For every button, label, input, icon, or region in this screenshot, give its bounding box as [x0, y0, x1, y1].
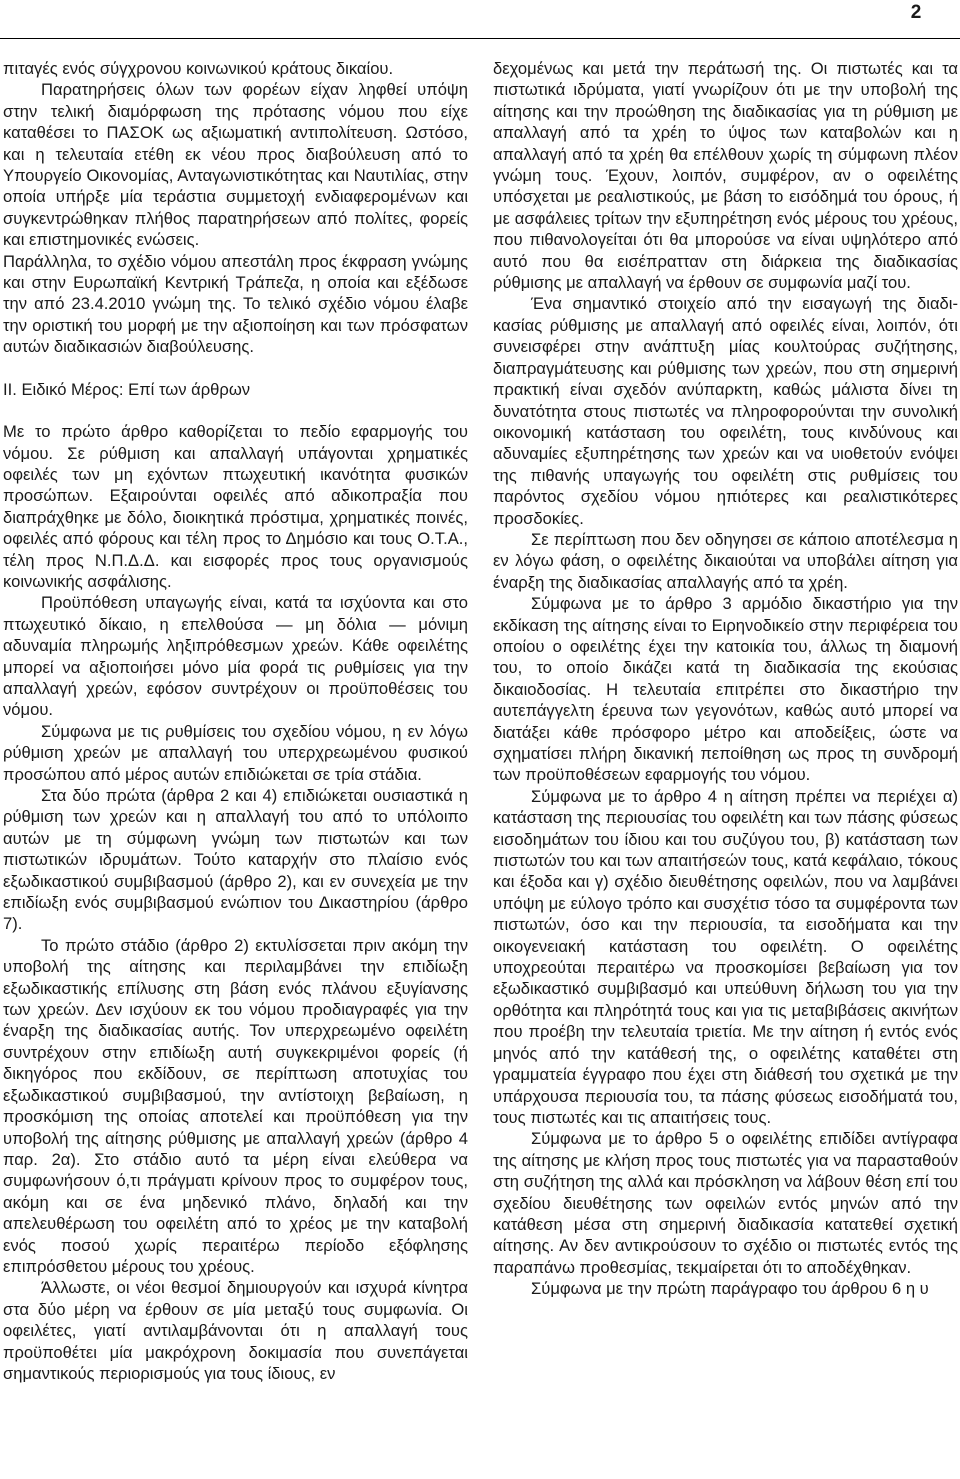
- paragraph: πιταγές ενός σύγχρονου κοινωνικού κράτους δικαίου.: [3, 59, 394, 78]
- paragraph: Ένα σημαντικό στοιχείο από την εισαγωγή της διαδικασίας ρύθμισης με απαλλαγή από οφειλές είναι, λοιπόν, ότι συνεισφέρει στην ανάπτυξη μίας κουλτούρας συζήτησης, διαπραγμάτευσης και ρύθμισης των χρεών, που στη σημερινή πρακτική είναι σχεδόν ανύπαρκτη, καθώς μάλιστα δίνει τη δυνατότητα στους πιστωτές να πληροφορούνται την συνολική οικονομική κατάσταση του οφειλέτη, τους κινδύνους και αδυναμίες εξυπηρέτησης των χρεών και να υιοθετούν ενόψει της πιθανής υπαγωγής του οφειλέτη στις ρυθμίσεις του παρόντος σχεδίου νόμου ηπιότερες και ρεαλιστικότερες προσδοκίες.: [493, 294, 958, 528]
- paragraph: Στα δύο πρώτα (άρθρα 2 και 4) επιδιώκεται ουσιαστικά η ρύθμιση των χρεών και η απαλλαγή του από το υπόλοιπο αυτών με τη σύμφωνη γνώμη των πιστωτών και των πιστωτικών ιδρυμάτων. Τούτο καταρχήν στο πλαίσιο ενός εξωδικαστικού συμβιβασμού (άρθρο 2), και εν συνεχεία με την επιδίωξη ενός συμβιβασμού ενώπιον του Δικαστηρίου (άρθρο 7).: [3, 786, 468, 934]
- header-rule: [0, 38, 960, 39]
- page-number: 2: [910, 2, 922, 23]
- paragraph: Παράλληλα, το σχέδιο νόμου απεστάλη προς έκφραση γνώμης και στην Ευρωπαϊκή Κεντρική Τράπεζα, η οποία και εξέδωσε την από 23.4.2010 γνώμη της. Το τελικό σχέδιο νόμου έλαβε την οριστική του μορφή με την αξιοποίηση και των πρόσφατων αυτών διαδικασιών διαβούλευσης.: [3, 251, 468, 357]
- paragraph: Σύμφωνα με τις ρυθμίσεις του σχεδίου νόμου, η εν λόγω ρύθμιση χρεών με απαλλαγή του υπερχρεωμένου φυσικού προσώπου από μέρος αυτών επιδιώκεται σε τρία στάδια.: [3, 721, 468, 784]
- section-heading: ΙΙ. Ειδικό Μέρος: Επί των άρθρων: [3, 379, 251, 399]
- paragraph: Σύμφωνα με το άρθρο 3 αρμόδιο δικαστήριο για την εκδίκαση της αίτησης είναι το Ειρηνοδικείο στην περιφέρεια του οποίου ο οφειλέτης έχει την κατοικία του, άλλως τη διαμονή του, το οποίο δικάζει κατά τη διαδικασία της εκούσιας δικαιοδοσίας. Η τελευταία επιτρέπει στο δικαστήριο την αυτεπάγγελτη έρευνα των γεγονότων, καθώς αυτό μπορεί να διατάξει κάθε πρόσφορο μέτρο και αποδείξεις, ώστε να σχηματίσει πλήρη δικανική πεποίθηση ως προς τη συνδρομή των προϋποθέσεων εφαρμογής του νόμου.: [493, 594, 958, 785]
- paragraph: Προϋπόθεση υπαγωγής είναι, κατά τα ισχύοντα και στο πτωχευτικό δίκαιο, η επελθούσα — μη δόλια — μόνιμη αδυναμία πληρωμής ληξιπρόθεσμων χρεών. Κάθε οφειλέτης μπορεί να αξιοποιήσει μόνο μία φορά τις ρυθμίσεις για την απαλλαγή χρεών, εφόσον συντρέχουν οι προϋποθέσεις του νόμου.: [3, 593, 468, 720]
- paragraph: δεχομένως και μετά την περάτωσή της. Οι πιστωτές και τα πιστωτικά ιδρύματα, γιατί γνωρίζουν ότι με την υποβολή της αίτησης και την προώθηση της διαδικασίας για τη ρύθμιση με απαλλαγή από τα χρέη το ύψος των καταβολών και η απαλλαγή από τα χρέη θα επέλθουν χωρίς τη σύμφωνη πλέον γνώμη τους. Έχουν, λοιπόν, συμφέρον, αν ο οφειλέτης υπόσχεται με ρεαλιστικούς, με βάση το εισόδημά του όρους, ή με ασφάλειες τρίτων την εξυπηρέτηση ενός μέρους του χρέους, που πιθανολογείται ότι θα μπορούσε να είναι υψηλότερο από αυτό που θα εισέπρατταν στη διάρκεια της διαδικασίας ρύθμισης με απαλλαγή να έρθουν σε συμφωνία μαζί του.: [493, 59, 958, 293]
- paragraph: Το πρώτο στάδιο (άρθρο 2) εκτυλίσσεται πριν ακόμη την υποβολή της αίτησης και περιλαμβάνει την επιδίωξη εξωδικαστικής επίλυσης στη βάση ενός πλάνου εξυγίανσης των χρεών. Δεν ισχύουν εκ του νόμου προδιαγραφές για την έναρξη της διαδικασίας αυτής. Τον υπερχρεωμένο οφειλέτη συντρέχουν στην επιδίωξη αυτή συγκεκριμένοι φορείς (ή δικηγόρος που εκδίδουν, σε περίπτωση αποτυχίας του εξωδικαστικού συμβιβασμού, την αντίστοιχη βεβαίωση, η προσκόμιση της οποίας αποτελεί και προϋπόθεση για την υποβολή της αίτησης ρύθμισης με απαλλαγή χρεών (άρθρο 4 παρ. 2α). Στο στάδιο αυτό τα μέρη είναι ελεύθερα να συμφωνήσουν ό,τι πράγματι κρίνουν προς το συμφέρον τους, ακόμη και σε ένα μηδενικό πλάνο, δηλαδή και την απελευθέρωση του οφειλέτη από το χρέος με την καταβολή ενός ποσού χωρίς περαιτέρω περίοδο εξόφλησης επιπρόσθετου μέρους του χρέους.: [3, 935, 468, 1276]
- paragraph: Παρατηρήσεις όλων των φορέων είχαν ληφθεί υπόψη στην τελική διαμόρφωση της πρότασης νόμου που είχε καταθέσει το ΠΑΣΟΚ ως αξιωματική αντιπολίτευση. Ωστόσο, και η τελευταία ετέθη εκ νέου προς διαβούλευση από το Υπουργείο Οικονομίας, Ανταγωνιστικότητας και Ναυτιλίας, στην οποία υπήρξε μία τεράστια συμμετοχή ενδιαφερομένων και συγκεντρώθηκαν πλήθος παρατηρήσεων από πολίτες, φορείς και επιστημονικές ενώσεις.: [3, 80, 468, 250]
- paragraph: Με το πρώτο άρθρο καθορίζεται το πεδίο εφαρμογής του νόμου. Σε ρύθμιση και απαλλαγή υπάγονται χρηματικές οφειλές των μη εχόντων πτωχευτική ικανότητα φυσικών προσώπων. Εξαιρούνται οφειλές από αδικοπραξία που διαπράχθηκε με δόλο, διοικητικά πρόστιμα, χρηματικές ποινές, οφειλές από φόρους και τέλη προς το Δημόσιο και τους Ο.Τ.Α., τέλη προς Ν.Π.Δ.Δ. και εισφορές προς τους οργανισμούς κοινωνικής ασφάλισης.: [3, 422, 468, 591]
- paragraph: Σύμφωνα με το άρθρο 4 η αίτηση πρέπει να περιέχει α) κατάσταση της περιουσίας του οφειλέτη και των πάσης φύσεως εισοδημάτων του ίδιου και του συζύγου του, β) κατάσταση των πιστωτών του και των απαιτήσεών τους, κατά κεφάλαιο, τόκους και έξοδα και γ) σχέδιο διευθέτησης οφειλών, που να λαμβάνει υπόψη με εύλογο τρόπο και συσχέτισ τόσο τα συμφέροντα των πιστωτών, όσο και την περιουσία, τα εισοδήματα και την οικογενειακή κατάσταση του οφειλέτη. Ο οφειλέτης υποχρεούται περαιτέρω να προσκομίσει βεβαίωση για τον εξωδικαστικό συμβιβασμό και υπεύθυνη δήλωση του για την ορθότητα και πληρότητά τους και για τις μεταβιβάσεις ακινήτων που προέβη την τελευταία τριετία. Με την αίτηση ή εντός ενός μηνός από την κατάθεσή της, ο οφειλέτης καταθέτει στη γραμματεία έγγραφο που έχει στη διάθεσή του σχετικά με την υπάρχουσα περιουσία του, τα πάσης φύσεως εισοδήματά του, τους πιστωτές και τις απαιτήσεις τους.: [493, 786, 958, 1127]
- right-column: [493, 58, 958, 1300]
- paragraph: Σύμφωνα με το άρθρο 5 ο οφειλέτης επιδίδει αντίγραφα της αίτησης με κλήση προς τους πιστωτές για να παρασταθούν στη συζήτηση της αλλά και πρόσκληση να λάβουν θέση επί του σχεδίου διευθέτησης των οφειλών εντός μηνών από την κατάθεση μέσα στη σημερινή διαδικασία κατατεθεί σχετική αίτησης. Αν δεν αντικρούσουν το σχέδιο οι πιστωτές εντός της παραπάνω προθεσμίας, τεκμαίρεται ότι το αποδέχθηκαν.: [493, 1129, 958, 1277]
- left-column: [3, 58, 468, 1384]
- paragraph: Σύμφωνα με την πρώτη παράγραφο του άρθρου 6 η υ: [531, 1279, 929, 1299]
- paragraph: Σε περίπτωση που δεν οδηγησει σε κάποιο αποτέλεσμα η εν λόγω φάση, ο οφειλέτης δικαιούται να υποβάλει αίτηση για έναρξη της διαδικασίας απαλλαγής από τα χρέη.: [493, 529, 958, 592]
- paragraph: Άλλωστε, οι νέοι θεσμοί δημιουργούν και ισχυρά κίνητρα στα δύο μέρη να έρθουν σε μία μεταξύ τους συμφωνία. Οι οφειλέτες, γιατί αντιλαμβάνονται ότι η απαλλαγή τους προϋποθέτει μία μακρόχρονη δοκιμασία που συνεπάγεται σημαντικούς περιορισμούς για τους ίδιους, εν: [3, 1278, 468, 1383]
